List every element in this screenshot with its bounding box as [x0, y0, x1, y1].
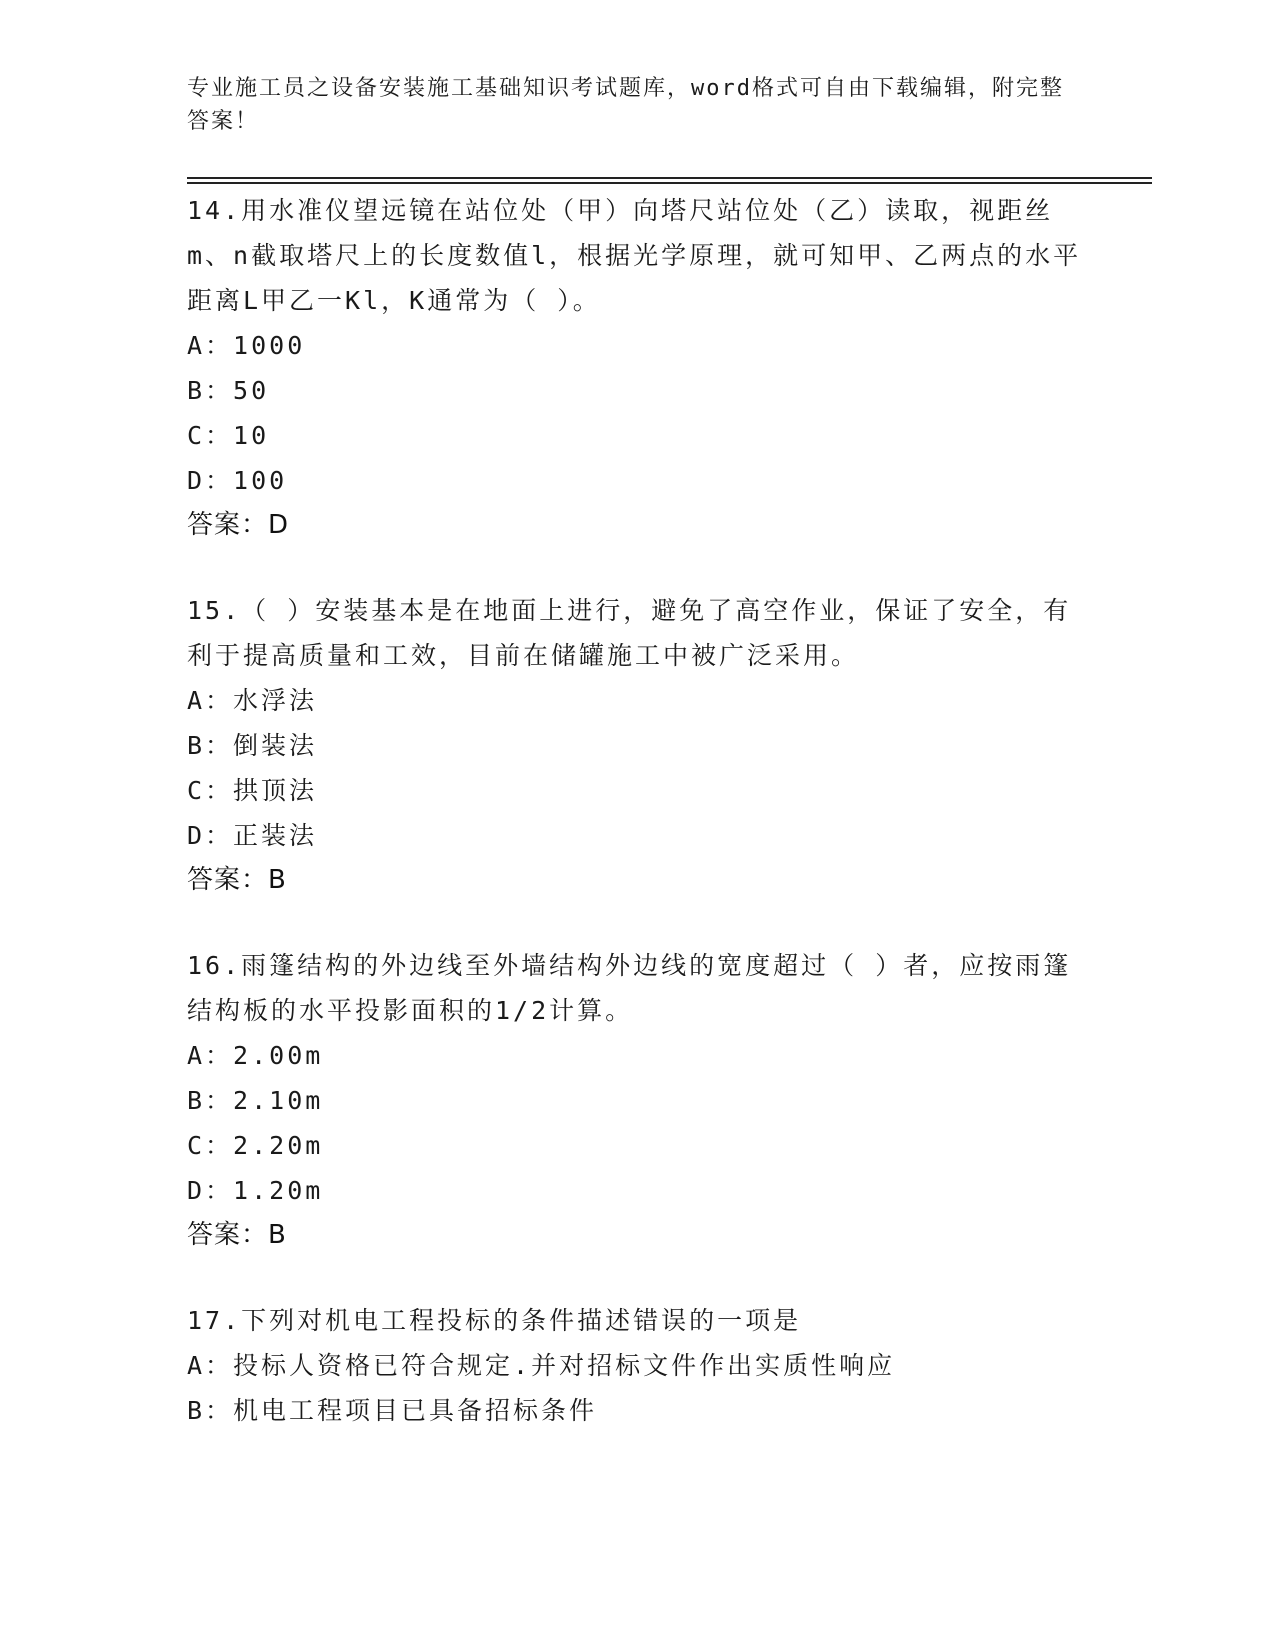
- question-14: [187, 188, 1087, 548]
- header-divider-top: [187, 177, 1152, 179]
- option-list: [187, 1343, 1087, 1433]
- option-c: C：拱顶法: [187, 776, 318, 805]
- question-list: [187, 188, 1087, 1473]
- question-17: [187, 1298, 1087, 1433]
- question-stem: 17.下列对机电工程投标的条件描述错误的一项是: [187, 1306, 802, 1335]
- question-stem: 16.雨篷结构的外边线至外墙结构外边线的宽度超过（ ）者，应按雨篷结构板的水平投影面积的1/2计算。: [187, 951, 1072, 1025]
- answer-label: 答案：B: [187, 865, 287, 895]
- header-divider-bottom: [187, 182, 1152, 184]
- option-b: B：机电工程项目已具备招标条件: [187, 1396, 598, 1425]
- question-stem: 14.用水准仪望远镜在站位处（甲）向塔尺站位处（乙）读取，视距丝m、n截取塔尺上的长度数值l，根据光学原理，就可知甲、乙两点的水平距离L甲乙一Kl，K通常为（ ）。: [187, 196, 1082, 315]
- option-a: A：1000: [187, 331, 306, 360]
- question-16: [187, 943, 1087, 1258]
- answer-label: 答案：D: [187, 510, 290, 540]
- option-d: D：正装法: [187, 821, 318, 850]
- option-c: C：2.20m: [187, 1131, 324, 1160]
- option-a: A：投标人资格已符合规定.并对招标文件作出实质性响应: [187, 1351, 896, 1380]
- option-b: B：50: [187, 376, 270, 405]
- option-list: [187, 678, 1087, 858]
- option-d: D：100: [187, 466, 288, 495]
- answer-label: 答案：B: [187, 1220, 287, 1250]
- option-d: D：1.20m: [187, 1176, 324, 1205]
- option-b: B：倒装法: [187, 731, 318, 760]
- option-list: [187, 323, 1087, 503]
- option-a: A：水浮法: [187, 686, 318, 715]
- question-stem: 15.（ ）安装基本是在地面上进行，避免了高空作业，保证了安全，有利于提高质量和工效，目前在储罐施工中被广泛采用。: [187, 596, 1072, 670]
- question-15: [187, 588, 1087, 903]
- option-list: [187, 1033, 1087, 1213]
- document-header: 专业施工员之设备安装施工基础知识考试题库，word格式可自由下载编辑，附完整答案！: [187, 76, 1064, 134]
- option-a: A：2.00m: [187, 1041, 324, 1070]
- option-c: C：10: [187, 421, 270, 450]
- option-b: B：2.10m: [187, 1086, 324, 1115]
